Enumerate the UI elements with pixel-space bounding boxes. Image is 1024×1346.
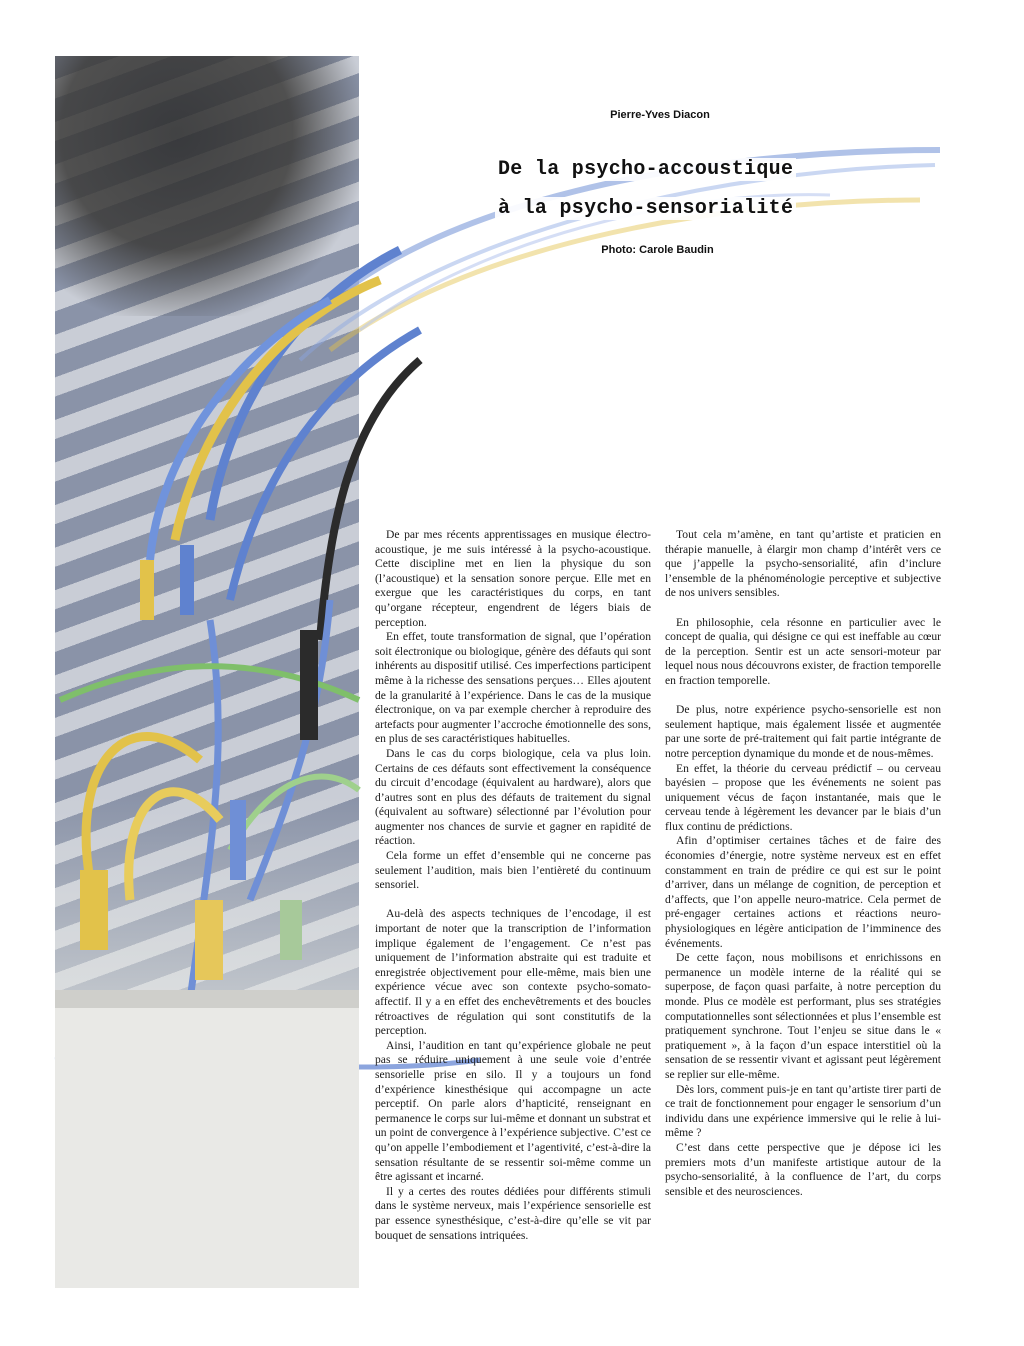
paragraph: Dès lors, comment puis-je en tant qu’artiste tirer parti de ce trait de fonctionnement pour engager le sensorium d’un individu dans une expérience immersive qui le relie à lui-même ? — [665, 1082, 941, 1140]
paragraph: Tout cela m’amène, en tant qu’artiste et praticien en thérapie manuelle, à élargir mon champ d’intérêt vers ce que j’appelle la psycho-sensorialité, afin d’inclure l’ensemble de la phénoménologie perceptive et subjective de nos univers sensibles. — [665, 528, 941, 600]
paragraph: Dans le cas du corps biologique, cela va plus loin. Certains de ces défauts sont effectivement la conséquence du circuit d’encodage (équivalent au hardware), alors que d’autres sont en plus des défauts de traitement du signal (équivalent au software) sélectionné par l’évolution pour augmenter nos chances de survie et gagner en rapidité de réaction. — [375, 746, 651, 848]
paragraph: Ainsi, l’audition en tant qu’expérience globale ne peut pas se réduire uniquement à une seule voie d’entrée sensorielle prise en silo. Il y a toujours un fond d’expérience kinesthésique qui accompagne un acte perceptif. On parle alors d’hapticité, renseignant en permanence le corps sur lui-même et donnant un substrat et un point de convergence à l’expérience subjective. C’est ce qu’on appelle l’embodiement et l’agentivité, c’est-à-dire la sensation résultante de se ressentir soi-même comme un être agissant et incarné. — [375, 1038, 651, 1184]
body-column-left — [375, 528, 651, 1243]
paragraph: De cette façon, nous mobilisons et enrichissons en permanence un modèle interne de la réalité qui se superpose, de façon quasi parfaite, à notre perception du monde. Plus ce modèle est performant, plus ses stratégies computationnelles sont sélectionnées et plus l’ensemble est pratiquement synchrone. Tout l’enjeu se situe dans le « pratiquement », à la façon d’un espace interstitiel où la sensation de se ressentir vivant et agissant peut légèrement se replier sur elle-même. — [665, 951, 941, 1081]
paragraph: De par mes récents apprentissages en musique électro-acoustique, je me suis intéressé à la psycho-acoustique. Cette discipline met en lien la physique du son (l’acoustique) et la sensation sonore perçue. Elle met en exergue que les caractéristiques du corps, en tant qu’organe récepteur, engendrent de légers biais de perception. — [375, 528, 651, 629]
article-title-line-1: De la psycho-accoustique — [495, 158, 796, 181]
paragraph: En effet, toute transformation de signal, que l’opération soit électronique ou biologique, génère des défauts qui sont inhérents au dispositif utilisé. Ces imperfections participent même à la richesse des sensations perçues… Elles ajoutent de la granularité à l’expérience. Dans le cas de la musique électronique, on va par exemple chercher à reproduire des artefacts pour augmenter l’accroche émotionnelle des sons, en plus de ses caractéristiques habituelles. — [375, 630, 651, 746]
paragraph: Il y a certes des routes dédiées pour différents stimuli dans le système nerveux, mais l’expérience sensorielle est par essence synesthésique, c’est-à-dire qu’elle se vit par bouquet de sensations intriquées. — [375, 1184, 651, 1242]
paragraph: En effet, la théorie du cerveau prédictif – ou cerveau bayésien – propose que les événements ne soient pas uniquement vécus de façon instantanée, mais que le cerveau tende à légèrement les devancer par le biais d’un flux continu de prédictions. — [665, 761, 941, 833]
paragraph: Au-delà des aspects techniques de l’encodage, il est important de noter que la transcription de l’information implique également de l’engagement. Ce n’est pas uniquement de l’information abstraite qui est traduite et enregistrée objectivement pour elle-même, mais bien une expérience vécue avec son contexte psycho-somato-affectif. Il y a en effet des enchevêtrements et des boucles rétroactives de régulation qui sont constitutifs de la perception. — [375, 907, 651, 1038]
cable-swoosh — [300, 165, 935, 360]
paragraph: En philosophie, cela résonne en particulier avec le concept de qualia, qui désigne ce qui est ineffable au cœur de la perception. Sentir est un acte sensori-moteur par lequel nous nous découvrons exister, de fraction temporelle en fraction temporelle. — [665, 615, 941, 687]
paragraph: Afin d’optimiser certaines tâches et de faire des économies d’énergie, notre système nerveux est en effet constamment en train de prédire ce qui est sur le point d’arriver, dans un mélange de cognition, de perception et d’affects, que l’on appelle neuro-matrice. Cela permet de pré-engager certaines actions et réactions neuro-physiologiques en légère anticipation de l’imminence des événements. — [665, 834, 941, 950]
paragraph: Cela forme un effet d’ensemble qui ne concerne pas seulement l’audition, mais bien l’entièreté du continuum sensoriel. — [375, 849, 651, 892]
article-title-line-2: à la psycho-sensorialité — [495, 197, 796, 220]
photo-background-figure — [55, 56, 359, 316]
cable-swoosh — [330, 200, 920, 350]
author-name: Pierre-Yves Diacon — [610, 109, 710, 121]
photo-credit: Photo: Carole Baudin — [601, 244, 714, 256]
body-column-right — [665, 528, 941, 1199]
paragraph: De plus, notre expérience psycho-sensorielle est non seulement haptique, mais également lissée et augmentée par une sorte de pré-traitement qui fait partie intégrante de notre perception dynamique du monde et de nous-mêmes. — [665, 703, 941, 760]
paragraph: C’est dans cette perspective que je dépose ici les premiers mots d’un manifeste artistique autour de la psycho-sensorialité, à la confluence de l’art, du corps sensible et des neurosciences. — [665, 1140, 941, 1198]
